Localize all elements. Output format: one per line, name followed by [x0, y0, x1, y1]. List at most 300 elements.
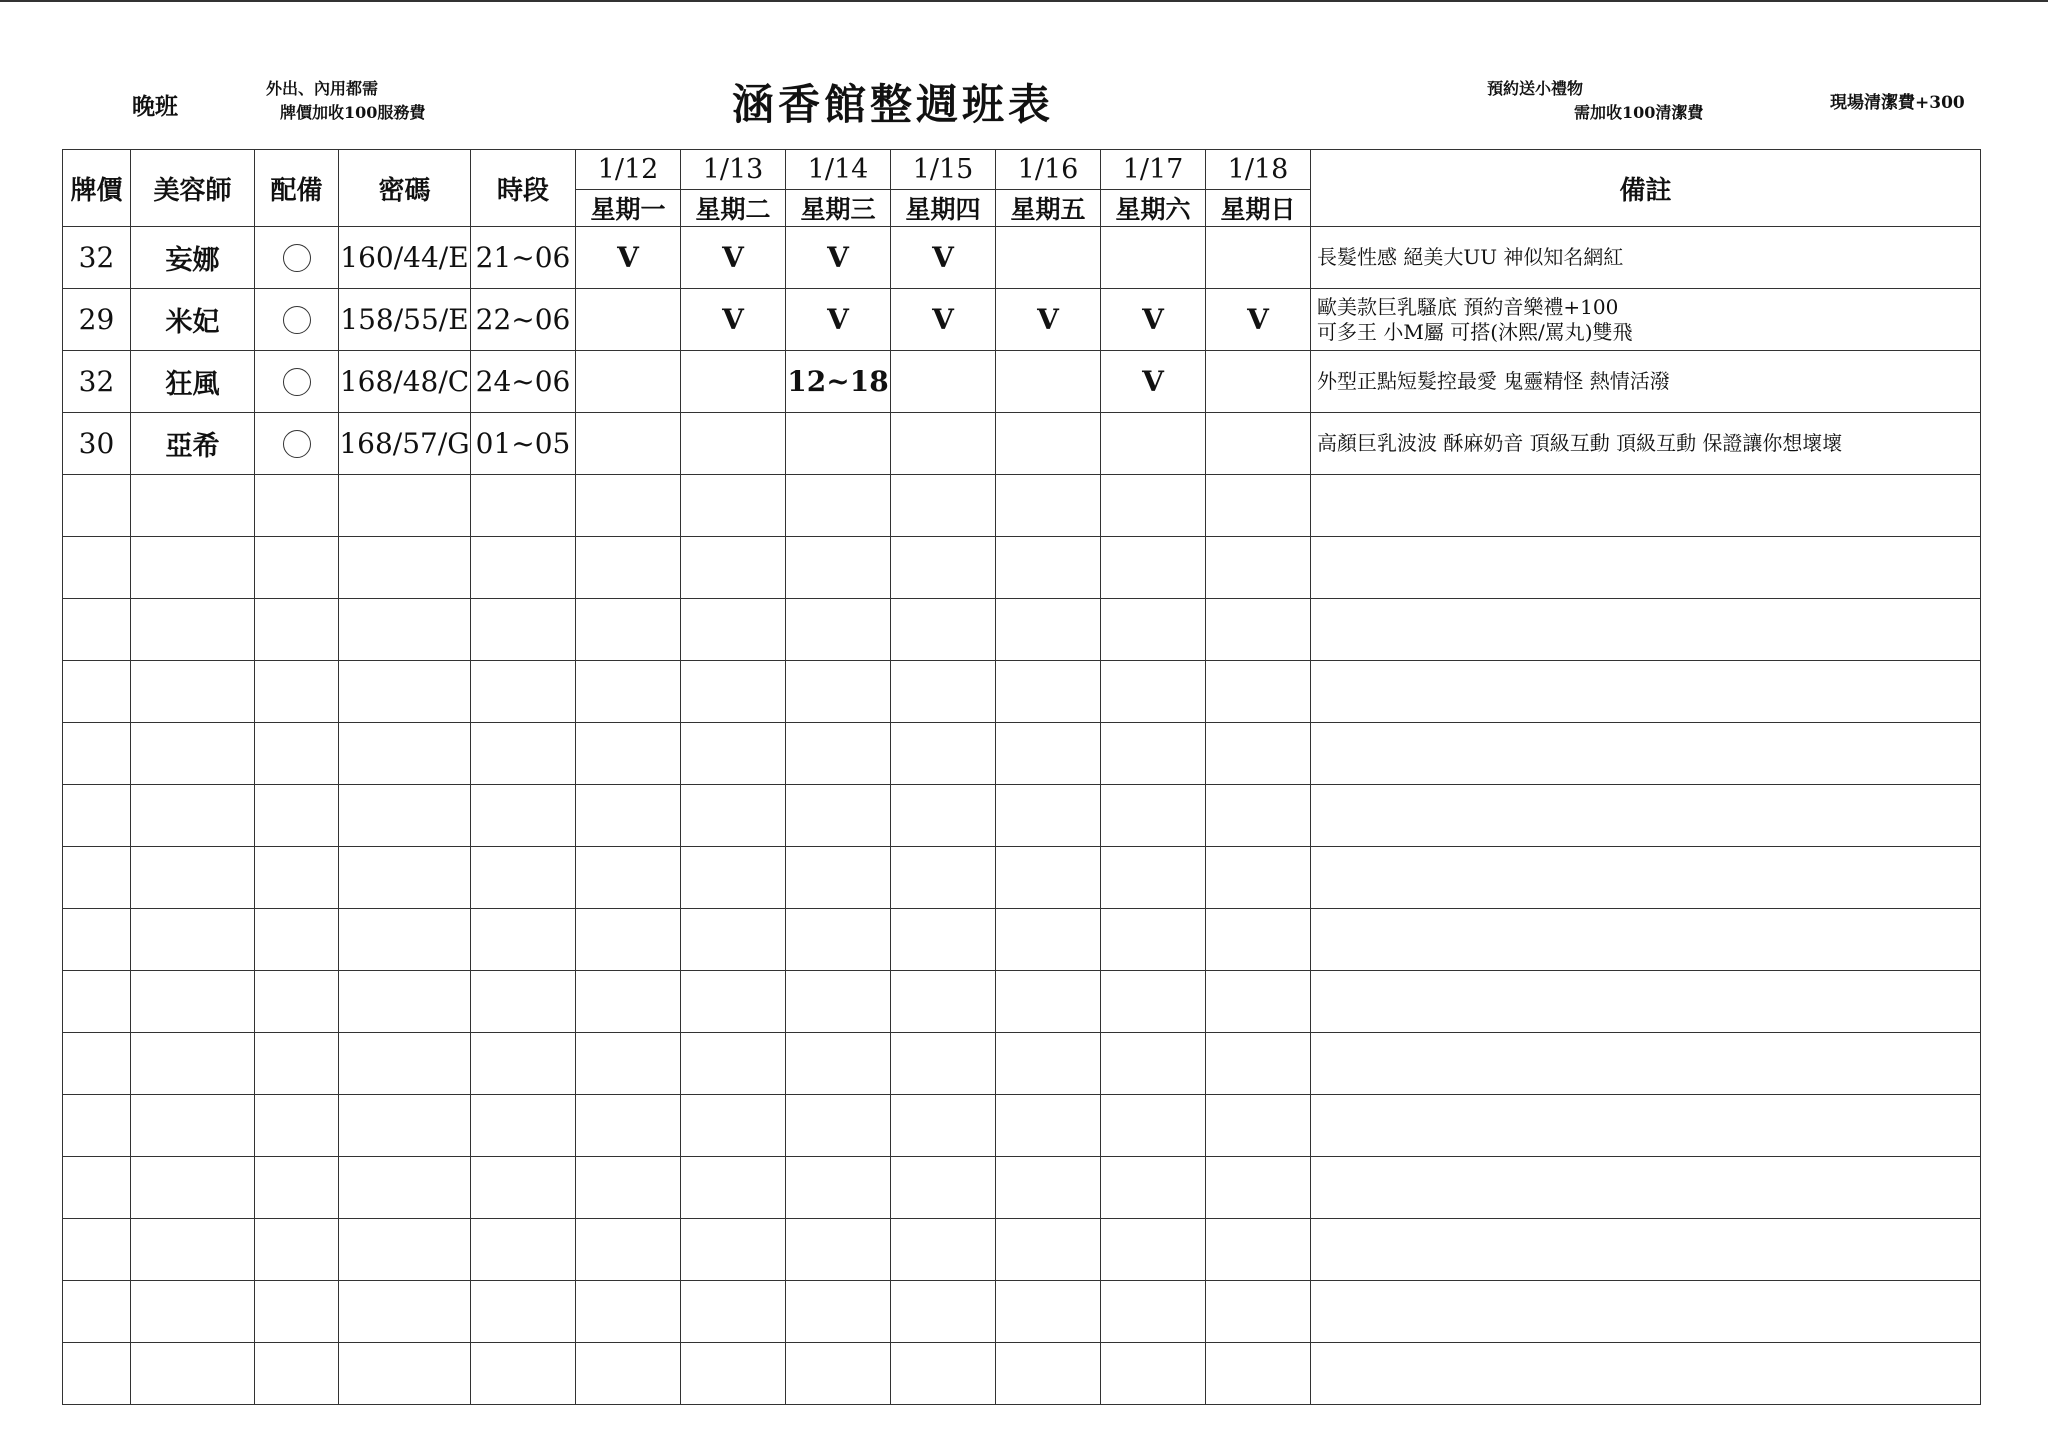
empty-cell — [471, 1343, 576, 1405]
schedule-body — [63, 227, 1981, 1405]
empty-cell — [63, 1033, 131, 1095]
empty-cell — [786, 1219, 891, 1281]
empty-cell — [891, 847, 996, 909]
empty-row — [63, 1033, 1981, 1095]
empty-cell — [681, 1095, 786, 1157]
col-header-accessory: 配備 — [255, 150, 339, 227]
empty-row — [63, 475, 1981, 537]
empty-cell — [1311, 475, 1981, 537]
empty-cell — [786, 1157, 891, 1219]
empty-cell — [1101, 537, 1206, 599]
empty-cell — [339, 971, 471, 1033]
day-cell: V — [786, 227, 891, 289]
empty-cell — [339, 909, 471, 971]
empty-row — [63, 537, 1981, 599]
empty-cell — [786, 909, 891, 971]
empty-cell — [996, 1343, 1101, 1405]
top-border-line — [0, 0, 2048, 2]
empty-cell — [576, 1219, 681, 1281]
empty-cell — [255, 1033, 339, 1095]
remark-line: 可多王 小M屬 可搭(沐熙/罵丸)雙飛 — [1317, 319, 1633, 344]
empty-cell — [1101, 785, 1206, 847]
empty-cell — [255, 1095, 339, 1157]
empty-cell — [576, 1343, 681, 1405]
empty-cell — [576, 1281, 681, 1343]
day-cell — [1206, 227, 1311, 289]
empty-cell — [471, 847, 576, 909]
empty-cell — [1311, 785, 1981, 847]
empty-cell — [891, 971, 996, 1033]
empty-cell — [471, 537, 576, 599]
empty-cell — [255, 537, 339, 599]
day-cell — [1206, 351, 1311, 413]
empty-cell — [131, 661, 255, 723]
empty-cell — [339, 1157, 471, 1219]
empty-cell — [63, 661, 131, 723]
empty-cell — [576, 1033, 681, 1095]
empty-cell — [1206, 785, 1311, 847]
empty-cell — [681, 1157, 786, 1219]
day-cell: V — [1206, 289, 1311, 351]
password-cell: 160/44/E — [339, 227, 471, 289]
price-cell: 32 — [63, 227, 131, 289]
empty-cell — [1206, 1157, 1311, 1219]
time-slot-cell: 21~06 — [471, 227, 576, 289]
beautician-name: 亞希 — [131, 413, 255, 475]
empty-cell — [1101, 599, 1206, 661]
empty-cell — [996, 1157, 1101, 1219]
day-cell: V — [786, 289, 891, 351]
empty-cell — [131, 909, 255, 971]
day-cell — [576, 289, 681, 351]
empty-row — [63, 1219, 1981, 1281]
remark-line: 高顏巨乳波波 酥麻奶音 頂級互動 頂級互動 保證讓你想壞壞 — [1317, 431, 1843, 455]
empty-cell — [63, 1157, 131, 1219]
empty-row — [63, 1095, 1981, 1157]
empty-cell — [339, 723, 471, 785]
password-cell: 158/55/E — [339, 289, 471, 351]
empty-cell — [63, 599, 131, 661]
empty-cell — [63, 1219, 131, 1281]
empty-cell — [339, 847, 471, 909]
remark-cell — [1311, 289, 1981, 351]
day-cell — [786, 413, 891, 475]
empty-cell — [1206, 847, 1311, 909]
empty-cell — [996, 537, 1101, 599]
empty-cell — [131, 723, 255, 785]
empty-cell — [891, 1157, 996, 1219]
empty-cell — [63, 847, 131, 909]
empty-cell — [891, 661, 996, 723]
empty-cell — [786, 971, 891, 1033]
col-header-weekday: 星期三 — [786, 190, 891, 227]
empty-cell — [255, 599, 339, 661]
col-header-date: 1/18 — [1206, 150, 1311, 190]
empty-cell — [255, 475, 339, 537]
empty-cell — [255, 661, 339, 723]
empty-cell — [63, 723, 131, 785]
empty-cell — [1206, 1219, 1311, 1281]
day-cell — [891, 413, 996, 475]
empty-cell — [1101, 1343, 1206, 1405]
empty-cell — [1311, 1281, 1981, 1343]
empty-cell — [255, 971, 339, 1033]
day-cell — [1101, 413, 1206, 475]
empty-cell — [681, 785, 786, 847]
empty-cell — [681, 537, 786, 599]
empty-cell — [891, 537, 996, 599]
empty-cell — [786, 599, 891, 661]
empty-cell — [255, 909, 339, 971]
empty-cell — [131, 971, 255, 1033]
empty-cell — [1206, 723, 1311, 785]
empty-cell — [1101, 847, 1206, 909]
remark-cell — [1311, 413, 1981, 475]
empty-cell — [891, 1343, 996, 1405]
empty-cell — [786, 475, 891, 537]
beautician-name: 米妃 — [131, 289, 255, 351]
password-cell: 168/48/C — [339, 351, 471, 413]
empty-cell — [1311, 537, 1981, 599]
beautician-name: 妄娜 — [131, 227, 255, 289]
empty-cell — [339, 475, 471, 537]
empty-cell — [996, 475, 1101, 537]
col-header-weekday: 星期一 — [576, 190, 681, 227]
empty-cell — [786, 1281, 891, 1343]
empty-cell — [1101, 1157, 1206, 1219]
empty-cell — [1101, 661, 1206, 723]
empty-cell — [1101, 723, 1206, 785]
empty-cell — [1206, 661, 1311, 723]
time-slot-cell: 01~05 — [471, 413, 576, 475]
empty-cell — [576, 475, 681, 537]
empty-cell — [1311, 1095, 1981, 1157]
weekly-schedule-table — [62, 149, 1981, 1405]
accessory-cell — [255, 227, 339, 289]
empty-cell — [681, 475, 786, 537]
empty-cell — [131, 785, 255, 847]
empty-cell — [1101, 1033, 1206, 1095]
time-slot-cell: 24~06 — [471, 351, 576, 413]
empty-cell — [996, 1219, 1101, 1281]
empty-cell — [1311, 661, 1981, 723]
empty-cell — [891, 1033, 996, 1095]
day-cell — [996, 413, 1101, 475]
col-header-weekday: 星期二 — [681, 190, 786, 227]
empty-cell — [63, 971, 131, 1033]
empty-cell — [1311, 1343, 1981, 1405]
empty-cell — [471, 1033, 576, 1095]
empty-cell — [891, 1219, 996, 1281]
password-cell: 168/57/G — [339, 413, 471, 475]
empty-cell — [1206, 599, 1311, 661]
empty-cell — [891, 1095, 996, 1157]
empty-cell — [63, 1095, 131, 1157]
day-cell — [681, 351, 786, 413]
empty-cell — [1101, 1281, 1206, 1343]
remark-cell — [1311, 351, 1981, 413]
table-row — [63, 413, 1981, 475]
empty-cell — [681, 1281, 786, 1343]
empty-cell — [1311, 909, 1981, 971]
empty-cell — [63, 537, 131, 599]
col-header-weekday: 星期四 — [891, 190, 996, 227]
empty-row — [63, 1343, 1981, 1405]
empty-cell — [576, 847, 681, 909]
empty-cell — [681, 1343, 786, 1405]
empty-cell — [996, 1281, 1101, 1343]
empty-cell — [131, 1219, 255, 1281]
empty-cell — [786, 723, 891, 785]
empty-cell — [471, 475, 576, 537]
empty-row — [63, 847, 1981, 909]
col-header-date: 1/14 — [786, 150, 891, 190]
service-fee-note-line1: 外出、內用都需 — [266, 79, 379, 98]
empty-cell — [1206, 1281, 1311, 1343]
col-header-weekday: 星期五 — [996, 190, 1101, 227]
remark-line: 外型正點短髮控最愛 鬼靈精怪 熱情活潑 — [1317, 369, 1670, 393]
empty-cell — [681, 909, 786, 971]
empty-cell — [1206, 909, 1311, 971]
day-cell: V — [996, 289, 1101, 351]
day-cell: V — [1101, 351, 1206, 413]
page-title: 涵香館整週班表 — [731, 80, 1054, 129]
empty-cell — [471, 1219, 576, 1281]
empty-cell — [576, 1157, 681, 1219]
empty-cell — [891, 909, 996, 971]
time-slot-cell: 22~06 — [471, 289, 576, 351]
day-cell — [681, 413, 786, 475]
empty-cell — [1206, 1343, 1311, 1405]
empty-cell — [786, 785, 891, 847]
col-header-beautician: 美容師 — [131, 150, 255, 227]
col-header-password: 密碼 — [339, 150, 471, 227]
table-row — [63, 351, 1981, 413]
empty-cell — [576, 537, 681, 599]
empty-cell — [1101, 909, 1206, 971]
empty-cell — [996, 971, 1101, 1033]
empty-cell — [996, 661, 1101, 723]
table-row — [63, 227, 1981, 289]
empty-cell — [255, 1157, 339, 1219]
price-cell: 32 — [63, 351, 131, 413]
empty-cell — [681, 1033, 786, 1095]
empty-cell — [1311, 1033, 1981, 1095]
empty-cell — [63, 475, 131, 537]
day-cell: V — [576, 227, 681, 289]
day-cell: V — [681, 289, 786, 351]
empty-cell — [339, 661, 471, 723]
empty-cell — [786, 847, 891, 909]
empty-cell — [996, 599, 1101, 661]
circle-icon — [283, 306, 311, 334]
empty-cell — [1101, 971, 1206, 1033]
empty-cell — [1311, 723, 1981, 785]
empty-cell — [255, 1219, 339, 1281]
empty-cell — [681, 847, 786, 909]
empty-cell — [131, 599, 255, 661]
empty-cell — [786, 1343, 891, 1405]
empty-cell — [131, 1157, 255, 1219]
day-cell — [996, 227, 1101, 289]
empty-cell — [255, 847, 339, 909]
empty-cell — [339, 1281, 471, 1343]
empty-cell — [471, 661, 576, 723]
day-cell: V — [681, 227, 786, 289]
empty-row — [63, 661, 1981, 723]
empty-cell — [339, 1033, 471, 1095]
col-header-date: 1/17 — [1101, 150, 1206, 190]
empty-cell — [339, 1343, 471, 1405]
empty-cell — [131, 475, 255, 537]
empty-cell — [786, 1095, 891, 1157]
empty-cell — [131, 1343, 255, 1405]
empty-cell — [63, 785, 131, 847]
empty-row — [63, 785, 1981, 847]
shift-label: 晚班 — [132, 93, 178, 120]
empty-cell — [339, 1095, 471, 1157]
empty-cell — [681, 971, 786, 1033]
empty-cell — [996, 785, 1101, 847]
empty-cell — [1311, 847, 1981, 909]
empty-cell — [63, 909, 131, 971]
gift-note-line2: 需加收100清潔費 — [1574, 103, 1704, 122]
empty-cell — [471, 909, 576, 971]
price-cell: 30 — [63, 413, 131, 475]
accessory-cell — [255, 289, 339, 351]
col-header-date: 1/16 — [996, 150, 1101, 190]
empty-cell — [891, 723, 996, 785]
empty-cell — [996, 1033, 1101, 1095]
empty-cell — [255, 1343, 339, 1405]
empty-row — [63, 971, 1981, 1033]
service-fee-note-line2: 牌價加收100服務費 — [280, 103, 426, 122]
empty-cell — [891, 785, 996, 847]
day-cell: V — [1101, 289, 1206, 351]
empty-row — [63, 723, 1981, 785]
empty-cell — [471, 1157, 576, 1219]
empty-cell — [996, 723, 1101, 785]
price-cell: 29 — [63, 289, 131, 351]
empty-cell — [576, 723, 681, 785]
empty-cell — [131, 847, 255, 909]
empty-row — [63, 1157, 1981, 1219]
empty-cell — [996, 909, 1101, 971]
empty-cell — [576, 661, 681, 723]
empty-cell — [131, 1281, 255, 1343]
col-header-time-slot: 時段 — [471, 150, 576, 227]
empty-cell — [471, 599, 576, 661]
col-header-weekday: 星期日 — [1206, 190, 1311, 227]
circle-icon — [283, 430, 311, 458]
empty-cell — [681, 723, 786, 785]
empty-cell — [681, 661, 786, 723]
empty-row — [63, 1281, 1981, 1343]
day-cell: 12~18 — [786, 351, 891, 413]
empty-cell — [63, 1343, 131, 1405]
empty-cell — [255, 723, 339, 785]
remark-line: 歐美款巨乳騷底 預約音樂禮+100 — [1317, 294, 1619, 319]
empty-cell — [1206, 537, 1311, 599]
empty-cell — [786, 661, 891, 723]
empty-cell — [891, 599, 996, 661]
col-header-date: 1/12 — [576, 150, 681, 190]
empty-cell — [339, 785, 471, 847]
col-header-price: 牌價 — [63, 150, 131, 227]
header-row-dates — [63, 150, 1981, 190]
empty-cell — [996, 847, 1101, 909]
empty-cell — [891, 475, 996, 537]
cleaning-fee-note: 現場清潔費+300 — [1830, 93, 1965, 113]
empty-cell — [576, 599, 681, 661]
empty-cell — [1206, 971, 1311, 1033]
empty-cell — [576, 785, 681, 847]
empty-cell — [1311, 599, 1981, 661]
day-cell — [1206, 413, 1311, 475]
empty-cell — [1311, 971, 1981, 1033]
empty-row — [63, 599, 1981, 661]
empty-cell — [1206, 1095, 1311, 1157]
empty-cell — [471, 723, 576, 785]
accessory-cell — [255, 413, 339, 475]
empty-cell — [1101, 475, 1206, 537]
col-header-date: 1/13 — [681, 150, 786, 190]
empty-row — [63, 909, 1981, 971]
empty-cell — [576, 971, 681, 1033]
col-header-remarks: 備註 — [1311, 150, 1981, 227]
beautician-name: 狂風 — [131, 351, 255, 413]
empty-cell — [255, 1281, 339, 1343]
empty-cell — [471, 1281, 576, 1343]
empty-cell — [131, 1033, 255, 1095]
col-header-date: 1/15 — [891, 150, 996, 190]
day-cell — [891, 351, 996, 413]
empty-cell — [339, 1219, 471, 1281]
empty-cell — [576, 909, 681, 971]
empty-cell — [996, 1095, 1101, 1157]
circle-icon — [283, 368, 311, 396]
empty-cell — [131, 1095, 255, 1157]
empty-cell — [471, 785, 576, 847]
empty-cell — [576, 1095, 681, 1157]
empty-cell — [1101, 1095, 1206, 1157]
empty-cell — [471, 971, 576, 1033]
empty-cell — [63, 1281, 131, 1343]
empty-cell — [786, 1033, 891, 1095]
empty-cell — [786, 537, 891, 599]
empty-cell — [681, 599, 786, 661]
empty-cell — [1311, 1219, 1981, 1281]
empty-cell — [131, 537, 255, 599]
day-cell: V — [891, 227, 996, 289]
empty-cell — [1101, 1219, 1206, 1281]
col-header-weekday: 星期六 — [1101, 190, 1206, 227]
empty-cell — [1206, 475, 1311, 537]
day-cell — [1101, 227, 1206, 289]
empty-cell — [339, 537, 471, 599]
empty-cell — [681, 1219, 786, 1281]
circle-icon — [283, 244, 311, 272]
empty-cell — [891, 1281, 996, 1343]
empty-cell — [339, 599, 471, 661]
empty-cell — [255, 785, 339, 847]
remark-cell — [1311, 227, 1981, 289]
day-cell — [576, 413, 681, 475]
day-cell: V — [891, 289, 996, 351]
table-row — [63, 289, 1981, 351]
remark-line: 長髮性感 絕美大UU 神似知名網紅 — [1317, 245, 1624, 269]
empty-cell — [471, 1095, 576, 1157]
